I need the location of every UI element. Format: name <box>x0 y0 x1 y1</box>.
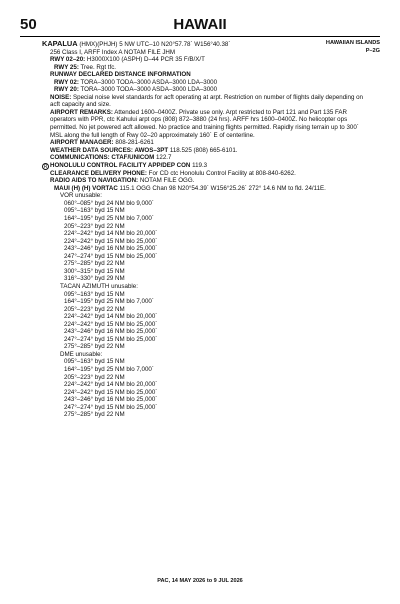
tacan-unusable-list <box>46 291 366 351</box>
list-item: 275°–285° byd 22 NM <box>64 343 125 351</box>
list-item: 205°–223° byd 22 NM <box>64 373 125 381</box>
header-divider <box>20 36 380 37</box>
list-item: 224°–242° byd 14 NM blo 20,000´ <box>64 230 158 238</box>
list-item: 205°–223° byd 22 NM <box>64 305 125 313</box>
approach-control: R HONOLULU CONTROL FACILITY APP/DEP CON 119.3 <box>43 161 208 170</box>
list-item: 247°–274° byd 15 NM blo 25,000´ <box>64 335 158 343</box>
list-item: 275°–285° byd 22 NM <box>64 260 125 268</box>
region-label: HAWAIIAN ISLANDS <box>325 40 380 46</box>
list-item: 316°–330° byd 29 NM <box>64 275 125 283</box>
declared-distance-rwy02: RWY 02: TORA–3000 TODA–3000 ASDA–3000 LDA–3000 <box>54 78 218 86</box>
airport-remarks: AIRPORT REMARKS: Attended 1600–0400Z. Private use only. Arpt restricted to Part 121 and Part 135 FAR operators with PPR, ctc Kahului arpt ops (808) 872–3880 (24 hrs). ARFF hrs 1600–0400Z. No helicopter ops permitted. No jet powered acft allowed. No practice and training flights permitted. Rapidly rising terrain up to 300´ MSL along the full length of Rwy 02–20 approximately 160´ E of centerline. <box>50 108 359 139</box>
list-item: 243°–246° byd 16 NM blo 25,000´ <box>64 245 158 253</box>
runway-25-line: RWY 25: Tree. Rgt tfc. <box>54 63 117 71</box>
airport-name: KAPALUA <box>42 39 78 48</box>
weather-sources: WEATHER DATA SOURCES: AWOS–3PT 118.525 (808) 665-6101. <box>50 146 238 154</box>
declared-distance-rwy20: RWY 20: TORA–3000 TODA–3000 ASDA–3000 LDA–3000 <box>54 86 218 94</box>
airport-info-line: 256 Class I, ARFF Index A NOTAM FILE JHM <box>50 48 176 56</box>
list-item: 224°–242° byd 14 NM blo 20,000´ <box>64 381 158 389</box>
clearance-delivery: CLEARANCE DELIVERY PHONE: For CD ctc Honolulu Control Facility at 808-840-6262. <box>50 169 296 177</box>
tacan-unusable-title: TACAN AZIMUTH unusable: <box>60 282 138 290</box>
airport-name-line <box>42 40 366 49</box>
list-item: 095°–163° byd 15 NM <box>64 290 125 298</box>
vortac-line: MAUI (H) (H) VORTAC 115.1 OGG Chan 98 N20°54.39´ W156°25.26´ 272° 14.6 NM to fld. 24/11E. <box>54 184 326 192</box>
list-item: 243°–246° byd 16 NM blo 25,000´ <box>64 396 158 404</box>
page-footer: PAC, 14 MAY 2026 to 9 JUL 2026 <box>157 578 243 584</box>
list-item: 300°–315° byd 15 NM <box>64 267 125 275</box>
airport-manager: AIRPORT MANAGER: 808-281-6261 <box>50 139 154 147</box>
list-item: 224°–242° byd 15 NM blo 25,000´ <box>64 388 158 396</box>
dme-unusable-title: DME unusable: <box>60 350 103 358</box>
list-item: 247°–274° byd 15 NM blo 25,000´ <box>64 252 158 260</box>
airport-entry <box>42 39 366 419</box>
list-item: 224°–242° byd 14 NM blo 20,000´ <box>64 313 158 321</box>
list-item: 224°–242° byd 15 NM blo 25,000´ <box>64 320 158 328</box>
radio-aids: RADIO AIDS TO NAVIGATION: NOTAM FILE OGG. <box>50 177 195 185</box>
list-item: 164°–195° byd 25 NM blo 7,000´ <box>64 365 154 373</box>
list-item: 095°–163° byd 15 NM <box>64 358 125 366</box>
runway-line: RWY 02–20: H3000X100 (ASPH) D–44 PCR 35 F/B/X/T <box>50 56 205 64</box>
list-item: 275°–285° byd 22 NM <box>64 411 125 419</box>
list-item: 243°–246° byd 16 NM blo 25,000´ <box>64 328 158 336</box>
list-item: 060°–085° byd 24 NM blo 9,000´ <box>64 199 154 207</box>
vor-unusable-title: VOR unusable: <box>60 192 102 200</box>
list-item: 205°–223° byd 22 NM <box>64 222 125 230</box>
list-item: 247°–274° byd 15 NM blo 25,000´ <box>64 403 158 411</box>
list-item: 095°–163° byd 15 NM <box>64 207 125 215</box>
list-item: 164°–195° byd 25 NM blo 7,000´ <box>64 215 154 223</box>
communications: COMMUNICATIONS: CTAF/UNICOM 122.7 <box>50 154 172 162</box>
list-item: 224°–242° byd 15 NM blo 25,000´ <box>64 237 158 245</box>
vor-unusable-list <box>46 200 366 283</box>
airport-id-line: (HMX)(PHJH) 5 NW UTC–10 N20°57.78´ W156°40.38´ <box>79 41 231 48</box>
radar-symbol-icon: R <box>43 163 48 170</box>
page-number: 50 <box>20 16 37 33</box>
declared-distance-title: RUNWAY DECLARED DISTANCE INFORMATION <box>50 71 191 79</box>
page-title: HAWAII <box>173 16 227 33</box>
dme-unusable-list <box>46 358 366 418</box>
noise-remark: NOISE: Special noise level standards for acft operating at arpt. Restriction on number of flights daily depending on acft capacity and size. <box>50 93 363 109</box>
chart-label: P–2G <box>365 47 380 54</box>
list-item: 164°–195° byd 25 NM blo 7,000´ <box>64 298 154 306</box>
